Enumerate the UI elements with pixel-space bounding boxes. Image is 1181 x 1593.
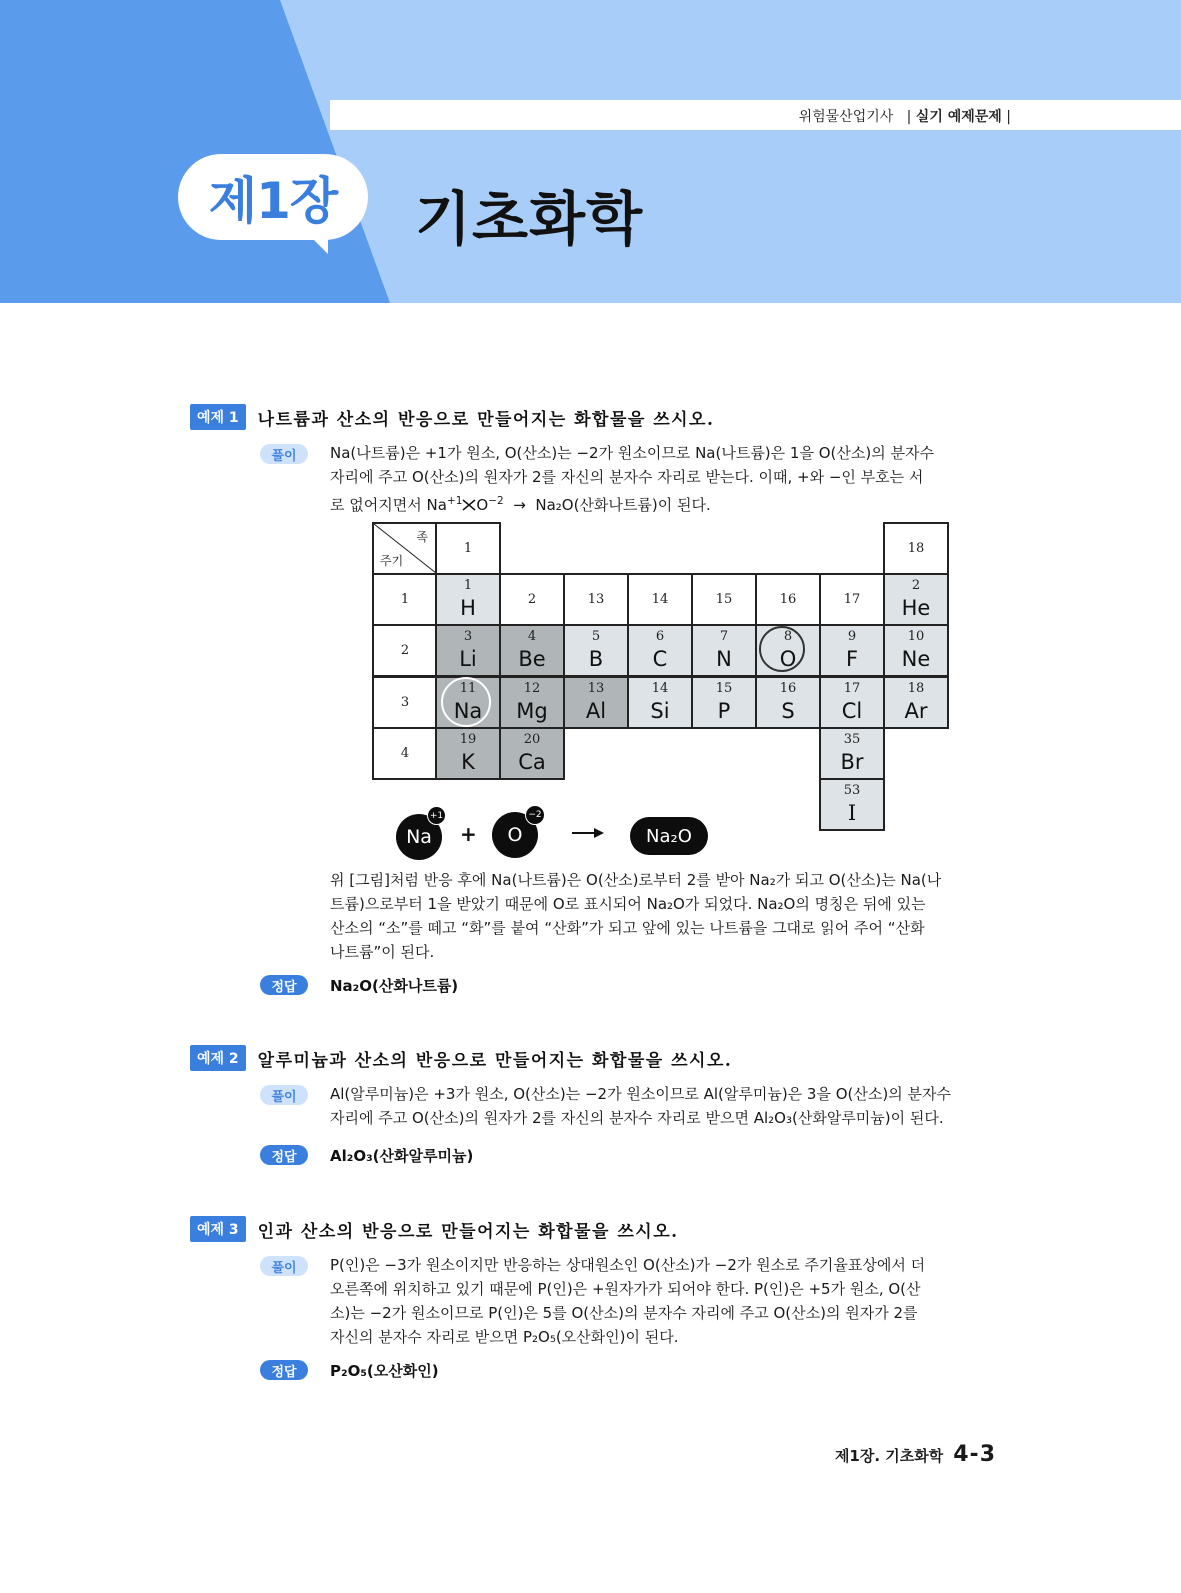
element-symbol: C [652,647,668,671]
example-1-answer: Na₂O(산화나트륨) [330,977,459,995]
element-cell [819,778,885,831]
element-cell [499,624,565,677]
answer-tag: 정답 [260,1360,308,1380]
explanation-line: 위 [그림]처럼 반응 후에 Na(나트륨)은 O(산소)로부터 2를 받아 Na₂가 되고 O(산소)는 Na(나 [330,871,942,889]
group-header: 18 [907,541,925,556]
group-header: 13 [587,592,605,607]
element-symbol: Li [459,647,477,671]
chapter-title: 기초화학 [415,185,644,253]
solution-tag: 풀이 [260,1085,308,1105]
element-symbol: Ca [518,750,546,774]
example-2-solution [330,1082,990,1130]
period-cell [372,727,438,780]
element-cell [563,624,629,677]
group-header: 14 [651,592,669,607]
element-symbol: O [779,647,797,671]
group-header: 16 [779,592,797,607]
element-cell [883,676,949,729]
element-cell [691,624,757,677]
group-header-cell [691,573,757,626]
solution-tag: 풀이 [260,1256,308,1276]
atomic-number: 4 [527,629,537,644]
element-cell [627,676,693,729]
solution-text: Na₂O(산화나트륨)이 된다. [535,496,711,514]
atomic-number: 8 [783,629,793,644]
example-2-badge: 예제 2 [190,1045,246,1071]
atomic-number: 11 [459,681,477,696]
sodium-highlight-ring [441,677,491,727]
atomic-number: 14 [651,681,669,696]
atomic-number: 9 [847,629,857,644]
solution-line: 자리에 주고 O(산소)의 원자가 2를 자신의 분자수 자리로 받으면 Al₂O₃(산화알루미늄)이 된다. [330,1109,944,1127]
period-cell [372,573,438,626]
divider: | [1001,109,1011,125]
divider: | [897,109,916,125]
o-ion: O [492,812,538,858]
example-2-answer-tag [260,1145,310,1169]
period-label: 1 [400,592,410,607]
atomic-number: 2 [911,578,921,593]
element-cell [691,676,757,729]
solution-text: 로 없어지면서 Na [330,496,447,514]
group-header-cell [499,573,565,626]
example-2-solution-tag [260,1085,310,1109]
example-3-question: 인과 산소의 반응으로 만들어지는 화합물을 쓰시오. [257,1221,679,1242]
group-header-cell [435,522,501,575]
element-symbol: I [847,801,857,825]
na-ion: Na [396,814,442,860]
atomic-number: 7 [719,629,729,644]
period-label: 2 [400,643,410,658]
element-symbol: Be [518,647,546,671]
group-header-cell [819,573,885,626]
element-symbol: Na [453,699,483,723]
element-cell [435,573,501,626]
atomic-number: 18 [907,681,925,696]
element-symbol: Br [840,750,864,774]
element-cell [499,676,565,729]
group-header: 17 [843,592,861,607]
example-3-answer-tag [260,1360,310,1384]
group-header: 2 [527,592,537,607]
solution-line: 오른쪽에 위치하고 있기 때문에 P(인)은 +원자가가 되어야 한다. P(인)은 +5가 원소, O(산 [330,1280,921,1298]
oxygen-highlight-ring [759,626,805,672]
element-cell [755,676,821,729]
atomic-number: 10 [907,629,925,644]
reaction-arrow-icon [572,827,604,839]
element-symbol: F [845,647,859,671]
chapter-label: 제1장 [178,154,368,240]
solution-line: 자신의 분자수 자리로 받으면 P₂O₅(오산화인)이 된다. [330,1328,679,1346]
book-title: 위험물산업기사 [798,109,894,125]
running-head [799,106,1011,126]
o-charge: −2 [488,495,504,507]
element-cell [627,624,693,677]
header-strip [330,100,1181,130]
atomic-number: 16 [779,681,797,696]
explanation-line: 트륨)으로부터 1을 받았기 때문에 O로 표시되어 Na₂O가 되었다. Na₂O의 명칭은 뒤에 있는 [330,895,926,913]
atomic-number: 6 [655,629,665,644]
solution-line [330,489,990,517]
header-decoration [0,0,1181,303]
example-2-question: 알루미늄과 산소의 반응으로 만들어지는 화합물을 쓰시오. [257,1050,733,1071]
atomic-number: 1 [463,578,473,593]
example-1-solution-tag [260,444,310,468]
atomic-number: 12 [523,681,541,696]
arrow: → [513,496,526,514]
answer-tag: 정답 [260,975,308,995]
element-symbol: Mg [516,699,548,723]
footer-chapter: 제1장. 기초화학 [834,1447,944,1465]
example-1-answer-tag [260,975,310,999]
solution-line: 소)는 −2가 원소이므로 P(인)은 5를 O(산소)의 분자수 자리에 주고 O(산소)의 원자가 2를 [330,1304,918,1322]
element-symbol: Al [585,699,607,723]
element-cell [499,727,565,780]
atomic-number: 35 [843,732,861,747]
element-symbol: Ar [904,699,928,723]
o-ion-charge: −2 [525,805,545,825]
element-cell [563,676,629,729]
element-cell [435,624,501,677]
atomic-number: 15 [715,681,733,696]
element-symbol: N [716,647,732,671]
example-3-header [190,1216,679,1242]
example-3-badge: 예제 3 [190,1216,246,1242]
solution-line: Na(나트륨)은 +1가 원소, O(산소)는 −2가 원소이므로 Na(나트륨)은 1을 O(산소)의 분자수 [330,444,934,462]
element-cell [819,727,885,780]
group-header-cell [755,573,821,626]
period-cell [372,676,438,729]
solution-tag: 풀이 [260,444,308,464]
example-3-solution [330,1253,990,1349]
corner-period-label: 주기 [380,554,404,568]
element-cell [883,573,949,626]
oxygen-symbol: O [476,496,489,514]
period-label: 3 [400,695,410,710]
element-symbol: Ne [901,647,931,671]
element-symbol: Si [650,699,670,723]
solution-line: P(인)은 −3가 원소이지만 반응하는 상대원소인 O(산소)가 −2가 원소로 주기율표상에서 더 [330,1256,926,1274]
element-symbol: B [588,647,604,671]
example-2-header [190,1045,732,1071]
element-cell [819,676,885,729]
page-footer [835,1442,996,1467]
product-na2o: Na₂O [630,817,708,855]
explanation-line: 나트륨”이 된다. [330,943,435,961]
example-1-badge: 예제 1 [190,404,246,430]
atomic-number: 53 [843,783,861,798]
period-label: 4 [400,746,410,761]
example-2-answer: Al₂O₃(산화알루미늄) [330,1147,474,1165]
group-header-cell [627,573,693,626]
group-header: 15 [715,592,733,607]
period-cell [372,624,438,677]
atomic-number: 20 [523,732,541,747]
group-header-cell [563,573,629,626]
cross-arrows-icon [462,499,476,511]
element-symbol: H [460,596,476,620]
plus-sign: + [460,822,477,846]
answer-tag: 정답 [260,1145,308,1165]
group-header: 1 [463,541,473,556]
atomic-number: 3 [463,629,473,644]
element-symbol: S [781,699,795,723]
atomic-number: 5 [591,629,601,644]
section-title: 실기 예제문제 [915,109,1002,125]
solution-line: 자리에 주고 O(산소)의 원자가 2를 자신의 분자수 자리로 받는다. 이때, +와 −인 부호는 서 [330,468,924,486]
element-cell [435,727,501,780]
element-symbol: P [717,699,731,723]
element-symbol: K [461,750,475,774]
group-header-cell [883,522,949,575]
example-3-answer: P₂O₅(오산화인) [330,1362,439,1380]
element-cell [883,624,949,677]
element-symbol: Cl [841,699,863,723]
na-charge: +1 [446,495,463,507]
explanation-line: 산소의 “소”를 떼고 “화”를 붙여 “산화”가 되고 앞에 있는 나트륨을 그대로 읽어 주어 “산화 [330,919,925,937]
example-1-explanation [330,868,990,964]
solution-line: Al(알루미늄)은 +3가 원소, O(산소)는 −2가 원소이므로 Al(알루미늄)은 3을 O(산소)의 분자수 [330,1085,951,1103]
atomic-number: 13 [587,681,605,696]
example-3-solution-tag [260,1256,310,1280]
example-1-question: 나트륨과 산소의 반응으로 만들어지는 화합물을 쓰시오. [257,409,715,430]
table-corner [372,522,438,575]
na-ion-charge: +1 [427,806,446,825]
page-number: 4-3 [953,1442,996,1467]
element-symbol: He [901,596,931,620]
atomic-number: 19 [459,732,477,747]
corner-group-label: 족 [416,530,428,544]
element-cell [819,624,885,677]
atomic-number: 17 [843,681,861,696]
example-1-solution [330,441,990,517]
example-1-header [190,404,714,430]
chapter-badge [178,154,368,254]
